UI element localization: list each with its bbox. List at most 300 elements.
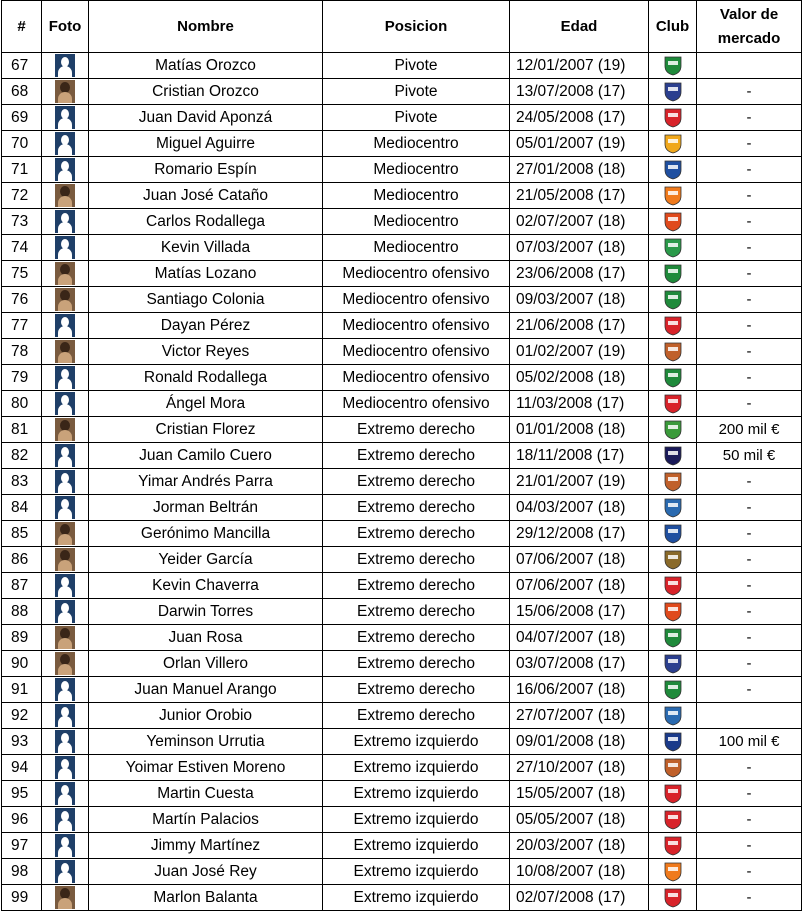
photo-cell	[42, 521, 89, 547]
header-num: #	[2, 1, 42, 53]
table-row	[2, 209, 802, 235]
player-name: Juan Rosa	[89, 625, 323, 651]
club-crest-icon	[663, 445, 683, 466]
player-birthdate-age: 07/03/2007 (18)	[510, 235, 649, 261]
header-foto: Foto	[42, 1, 89, 53]
player-silhouette-icon	[55, 158, 75, 181]
player-position: Extremo derecho	[323, 677, 510, 703]
player-birthdate-age: 27/01/2008 (18)	[510, 157, 649, 183]
market-value: -	[697, 183, 802, 209]
player-position: Extremo derecho	[323, 443, 510, 469]
player-name: Carlos Rodallega	[89, 209, 323, 235]
player-position: Extremo derecho	[323, 625, 510, 651]
player-name: Santiago Colonia	[89, 287, 323, 313]
table-row	[2, 651, 802, 677]
player-position: Pivote	[323, 79, 510, 105]
market-value: -	[697, 495, 802, 521]
player-silhouette-icon	[55, 132, 75, 155]
player-birthdate-age: 13/07/2008 (17)	[510, 79, 649, 105]
player-position: Extremo izquierdo	[323, 729, 510, 755]
row-number: 90	[2, 651, 42, 677]
club-cell	[649, 79, 697, 105]
market-value: -	[697, 573, 802, 599]
club-crest-icon	[663, 757, 683, 778]
club-cell	[649, 183, 697, 209]
row-number: 88	[2, 599, 42, 625]
player-position: Mediocentro	[323, 183, 510, 209]
player-birthdate-age: 02/07/2008 (17)	[510, 885, 649, 911]
photo-cell	[42, 209, 89, 235]
club-crest-icon	[663, 289, 683, 310]
club-cell	[649, 391, 697, 417]
player-name: Ángel Mora	[89, 391, 323, 417]
row-number: 77	[2, 313, 42, 339]
player-silhouette-icon	[55, 106, 75, 129]
player-position: Extremo izquierdo	[323, 859, 510, 885]
player-name: Cristian Orozco	[89, 79, 323, 105]
market-value: -	[697, 339, 802, 365]
player-name: Miguel Aguirre	[89, 131, 323, 157]
market-value: 100 mil €	[697, 729, 802, 755]
table-row	[2, 105, 802, 131]
club-cell	[649, 521, 697, 547]
player-position: Mediocentro	[323, 131, 510, 157]
table-row	[2, 131, 802, 157]
player-name: Yimar Andrés Parra	[89, 469, 323, 495]
table-row	[2, 521, 802, 547]
photo-cell	[42, 677, 89, 703]
photo-cell	[42, 157, 89, 183]
player-name: Romario Espín	[89, 157, 323, 183]
row-number: 82	[2, 443, 42, 469]
table-row	[2, 261, 802, 287]
club-cell	[649, 547, 697, 573]
table-row	[2, 807, 802, 833]
photo-cell	[42, 313, 89, 339]
photo-cell	[42, 859, 89, 885]
market-value: -	[697, 235, 802, 261]
photo-cell	[42, 105, 89, 131]
photo-cell	[42, 885, 89, 911]
club-cell	[649, 755, 697, 781]
row-number: 96	[2, 807, 42, 833]
market-value: -	[697, 287, 802, 313]
club-cell	[649, 729, 697, 755]
player-birthdate-age: 10/08/2007 (18)	[510, 859, 649, 885]
club-cell	[649, 131, 697, 157]
club-crest-icon	[663, 523, 683, 544]
player-position: Mediocentro	[323, 235, 510, 261]
player-position: Extremo derecho	[323, 547, 510, 573]
table-row	[2, 79, 802, 105]
club-crest-icon	[663, 107, 683, 128]
club-cell	[649, 261, 697, 287]
player-name: Matías Orozco	[89, 53, 323, 79]
table-row	[2, 781, 802, 807]
market-value: -	[697, 599, 802, 625]
player-position: Extremo derecho	[323, 417, 510, 443]
player-birthdate-age: 05/05/2007 (18)	[510, 807, 649, 833]
player-name: Marlon Balanta	[89, 885, 323, 911]
club-cell	[649, 209, 697, 235]
club-crest-icon	[663, 185, 683, 206]
player-birthdate-age: 15/05/2007 (18)	[510, 781, 649, 807]
market-value: -	[697, 105, 802, 131]
table-row	[2, 547, 802, 573]
table-row	[2, 417, 802, 443]
player-birthdate-age: 27/07/2007 (18)	[510, 703, 649, 729]
club-cell	[649, 443, 697, 469]
row-number: 85	[2, 521, 42, 547]
player-name: Juan David Aponzá	[89, 105, 323, 131]
player-position: Pivote	[323, 53, 510, 79]
player-position: Mediocentro	[323, 209, 510, 235]
photo-cell	[42, 391, 89, 417]
market-value: 200 mil €	[697, 417, 802, 443]
row-number: 92	[2, 703, 42, 729]
player-name: Juan José Cataño	[89, 183, 323, 209]
club-cell	[649, 157, 697, 183]
player-birthdate-age: 07/06/2007 (18)	[510, 547, 649, 573]
player-name: Juan Manuel Arango	[89, 677, 323, 703]
player-birthdate-age: 24/05/2008 (17)	[510, 105, 649, 131]
club-crest-icon	[663, 731, 683, 752]
player-silhouette-icon	[55, 574, 75, 597]
photo-cell	[42, 625, 89, 651]
player-birthdate-age: 15/06/2008 (17)	[510, 599, 649, 625]
row-number: 83	[2, 469, 42, 495]
player-position: Mediocentro ofensivo	[323, 287, 510, 313]
player-silhouette-icon	[55, 54, 75, 77]
club-crest-icon	[663, 575, 683, 596]
player-photo	[55, 288, 75, 311]
player-name: Dayan Pérez	[89, 313, 323, 339]
player-name: Yeminson Urrutia	[89, 729, 323, 755]
club-cell	[649, 287, 697, 313]
market-value: -	[697, 521, 802, 547]
club-cell	[649, 235, 697, 261]
club-cell	[649, 677, 697, 703]
player-name: Yeider García	[89, 547, 323, 573]
player-name: Martin Cuesta	[89, 781, 323, 807]
row-number: 86	[2, 547, 42, 573]
player-position: Extremo izquierdo	[323, 755, 510, 781]
photo-cell	[42, 495, 89, 521]
market-value: -	[697, 157, 802, 183]
header-club: Club	[649, 1, 697, 53]
photo-cell	[42, 183, 89, 209]
player-name: Jimmy Martínez	[89, 833, 323, 859]
player-birthdate-age: 01/02/2007 (19)	[510, 339, 649, 365]
market-value	[697, 703, 802, 729]
table-row	[2, 625, 802, 651]
player-name: Juan Camilo Cuero	[89, 443, 323, 469]
club-crest-icon	[663, 653, 683, 674]
club-crest-icon	[663, 133, 683, 154]
photo-cell	[42, 79, 89, 105]
header-nombre: Nombre	[89, 1, 323, 53]
photo-cell	[42, 651, 89, 677]
player-silhouette-icon	[55, 782, 75, 805]
table-row	[2, 573, 802, 599]
table-body	[2, 53, 802, 911]
club-crest-icon	[663, 783, 683, 804]
table-row	[2, 339, 802, 365]
club-crest-icon	[663, 159, 683, 180]
photo-cell	[42, 729, 89, 755]
photo-cell	[42, 235, 89, 261]
market-value: -	[697, 131, 802, 157]
table-row	[2, 53, 802, 79]
player-birthdate-age: 04/07/2007 (18)	[510, 625, 649, 651]
club-crest-icon	[663, 809, 683, 830]
club-cell	[649, 105, 697, 131]
player-birthdate-age: 09/01/2008 (18)	[510, 729, 649, 755]
player-silhouette-icon	[55, 834, 75, 857]
player-birthdate-age: 03/07/2008 (17)	[510, 651, 649, 677]
photo-cell	[42, 287, 89, 313]
player-position: Extremo izquierdo	[323, 807, 510, 833]
players-table	[1, 0, 802, 911]
player-position: Extremo izquierdo	[323, 833, 510, 859]
player-silhouette-icon	[55, 496, 75, 519]
player-birthdate-age: 18/11/2008 (17)	[510, 443, 649, 469]
club-cell	[649, 625, 697, 651]
table-row	[2, 859, 802, 885]
player-photo	[55, 626, 75, 649]
player-position: Extremo izquierdo	[323, 885, 510, 911]
row-number: 89	[2, 625, 42, 651]
player-photo	[55, 80, 75, 103]
club-cell	[649, 703, 697, 729]
club-crest-icon	[663, 263, 683, 284]
table-row	[2, 235, 802, 261]
club-cell	[649, 495, 697, 521]
row-number: 71	[2, 157, 42, 183]
player-position: Extremo derecho	[323, 573, 510, 599]
player-name: Gerónimo Mancilla	[89, 521, 323, 547]
player-position: Mediocentro ofensivo	[323, 313, 510, 339]
player-name: Martín Palacios	[89, 807, 323, 833]
photo-cell	[42, 53, 89, 79]
player-birthdate-age: 05/01/2007 (19)	[510, 131, 649, 157]
row-number: 78	[2, 339, 42, 365]
photo-cell	[42, 443, 89, 469]
photo-cell	[42, 417, 89, 443]
club-crest-icon	[663, 393, 683, 414]
club-cell	[649, 417, 697, 443]
player-birthdate-age: 21/05/2008 (17)	[510, 183, 649, 209]
player-name: Kevin Chaverra	[89, 573, 323, 599]
row-number: 68	[2, 79, 42, 105]
header-row	[2, 1, 802, 53]
photo-cell	[42, 703, 89, 729]
table-row	[2, 729, 802, 755]
player-position: Mediocentro ofensivo	[323, 261, 510, 287]
market-value: -	[697, 781, 802, 807]
market-value: -	[697, 859, 802, 885]
row-number: 70	[2, 131, 42, 157]
player-photo	[55, 652, 75, 675]
photo-cell	[42, 131, 89, 157]
player-name: Darwin Torres	[89, 599, 323, 625]
player-position: Mediocentro ofensivo	[323, 339, 510, 365]
player-silhouette-icon	[55, 678, 75, 701]
club-crest-icon	[663, 55, 683, 76]
player-name: Matías Lozano	[89, 261, 323, 287]
club-crest-icon	[663, 237, 683, 258]
row-number: 98	[2, 859, 42, 885]
club-cell	[649, 313, 697, 339]
header-valor: Valor de mercado	[697, 1, 802, 53]
club-cell	[649, 53, 697, 79]
row-number: 87	[2, 573, 42, 599]
club-crest-icon	[663, 315, 683, 336]
photo-cell	[42, 365, 89, 391]
photo-cell	[42, 833, 89, 859]
player-position: Pivote	[323, 105, 510, 131]
club-cell	[649, 573, 697, 599]
player-photo	[55, 418, 75, 441]
row-number: 69	[2, 105, 42, 131]
player-photo	[55, 184, 75, 207]
club-cell	[649, 807, 697, 833]
photo-cell	[42, 755, 89, 781]
market-value: -	[697, 833, 802, 859]
row-number: 81	[2, 417, 42, 443]
table-row	[2, 443, 802, 469]
player-name: Cristian Florez	[89, 417, 323, 443]
player-position: Extremo derecho	[323, 651, 510, 677]
player-name: Juan José Rey	[89, 859, 323, 885]
player-birthdate-age: 11/03/2008 (17)	[510, 391, 649, 417]
row-number: 76	[2, 287, 42, 313]
market-value: -	[697, 365, 802, 391]
row-number: 72	[2, 183, 42, 209]
row-number: 80	[2, 391, 42, 417]
market-value: -	[697, 651, 802, 677]
club-crest-icon	[663, 627, 683, 648]
table-row	[2, 157, 802, 183]
table-row	[2, 599, 802, 625]
market-value: -	[697, 261, 802, 287]
player-birthdate-age: 16/06/2007 (18)	[510, 677, 649, 703]
club-cell	[649, 651, 697, 677]
player-photo	[55, 340, 75, 363]
market-value	[697, 53, 802, 79]
club-crest-icon	[663, 471, 683, 492]
player-birthdate-age: 21/06/2008 (17)	[510, 313, 649, 339]
market-value: -	[697, 885, 802, 911]
header-edad: Edad	[510, 1, 649, 53]
player-photo	[55, 886, 75, 909]
player-birthdate-age: 29/12/2008 (17)	[510, 521, 649, 547]
player-silhouette-icon	[55, 314, 75, 337]
photo-cell	[42, 599, 89, 625]
club-cell	[649, 833, 697, 859]
row-number: 93	[2, 729, 42, 755]
club-cell	[649, 469, 697, 495]
player-position: Extremo izquierdo	[323, 781, 510, 807]
photo-cell	[42, 261, 89, 287]
player-birthdate-age: 21/01/2007 (19)	[510, 469, 649, 495]
market-value: -	[697, 209, 802, 235]
market-value: -	[697, 755, 802, 781]
player-silhouette-icon	[55, 730, 75, 753]
player-birthdate-age: 12/01/2007 (19)	[510, 53, 649, 79]
table-row	[2, 391, 802, 417]
player-name: Ronald Rodallega	[89, 365, 323, 391]
club-crest-icon	[663, 601, 683, 622]
player-silhouette-icon	[55, 470, 75, 493]
player-birthdate-age: 02/07/2007 (18)	[510, 209, 649, 235]
photo-cell	[42, 339, 89, 365]
club-cell	[649, 599, 697, 625]
player-position: Extremo derecho	[323, 599, 510, 625]
table-row	[2, 365, 802, 391]
player-silhouette-icon	[55, 756, 75, 779]
club-cell	[649, 885, 697, 911]
market-value: -	[697, 677, 802, 703]
club-crest-icon	[663, 497, 683, 518]
row-number: 79	[2, 365, 42, 391]
player-birthdate-age: 04/03/2007 (18)	[510, 495, 649, 521]
table-row	[2, 183, 802, 209]
row-number: 67	[2, 53, 42, 79]
player-birthdate-age: 07/06/2007 (18)	[510, 573, 649, 599]
player-position: Extremo derecho	[323, 521, 510, 547]
table-row	[2, 833, 802, 859]
player-position: Mediocentro	[323, 157, 510, 183]
player-silhouette-icon	[55, 444, 75, 467]
player-position: Extremo derecho	[323, 703, 510, 729]
player-photo	[55, 548, 75, 571]
market-value: -	[697, 391, 802, 417]
player-position: Mediocentro ofensivo	[323, 365, 510, 391]
row-number: 75	[2, 261, 42, 287]
market-value: -	[697, 547, 802, 573]
market-value: 50 mil €	[697, 443, 802, 469]
player-name: Junior Orobio	[89, 703, 323, 729]
player-birthdate-age: 23/06/2008 (17)	[510, 261, 649, 287]
club-cell	[649, 781, 697, 807]
table-row	[2, 703, 802, 729]
club-crest-icon	[663, 887, 683, 908]
player-silhouette-icon	[55, 600, 75, 623]
photo-cell	[42, 573, 89, 599]
player-position: Extremo derecho	[323, 495, 510, 521]
player-birthdate-age: 27/10/2007 (18)	[510, 755, 649, 781]
club-crest-icon	[663, 211, 683, 232]
club-cell	[649, 365, 697, 391]
table-row	[2, 677, 802, 703]
club-crest-icon	[663, 835, 683, 856]
player-name: Orlan Villero	[89, 651, 323, 677]
club-crest-icon	[663, 549, 683, 570]
row-number: 99	[2, 885, 42, 911]
table-row	[2, 469, 802, 495]
player-birthdate-age: 05/02/2008 (18)	[510, 365, 649, 391]
player-silhouette-icon	[55, 392, 75, 415]
player-name: Victor Reyes	[89, 339, 323, 365]
player-silhouette-icon	[55, 704, 75, 727]
club-crest-icon	[663, 705, 683, 726]
player-silhouette-icon	[55, 366, 75, 389]
player-photo	[55, 522, 75, 545]
club-crest-icon	[663, 679, 683, 700]
table-row	[2, 885, 802, 911]
player-position: Extremo derecho	[323, 469, 510, 495]
